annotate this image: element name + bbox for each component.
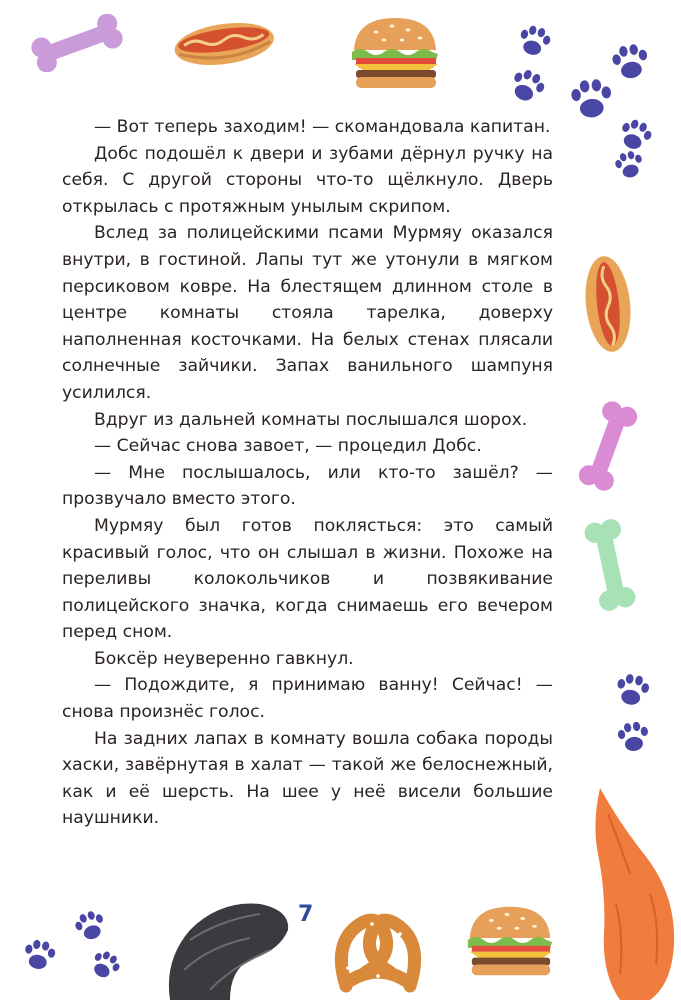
burger-icon: [462, 900, 558, 980]
paragraph: Вслед за полицейскими псами Мурмяу оказался внутри, в гостиной. Лапы тут же утонули в мягком персиковом ковре. На блестящем длинном столе в центре комнаты стояла тарелка, доверху наполненная косточками. На белых стенах плясали солнечные зайчики. Запах ванильного шампуня усилился.: [62, 223, 553, 403]
paw-print-icon: [20, 936, 58, 974]
pretzel-icon: [326, 902, 430, 996]
paw-print-icon: [614, 718, 652, 756]
paw-print-icon: [566, 74, 616, 124]
paragraph: Боксёр неуверенно гавкнул.: [94, 648, 354, 669]
paragraph: Вдруг из дальней комнаты послышался шорох.: [94, 409, 528, 430]
paragraph: Добс подошёл к двери и зубами дёрнул ручку на себя. С другой стороны что-то щёлкнуло. Дверь открылась с протяжным унылым скрипом.: [62, 143, 553, 217]
paw-print-icon: [507, 66, 547, 106]
paragraph: — Подождите, я принимаю ванну! Сейчас! — снова произнёс голос.: [62, 675, 553, 723]
page-number: 7: [298, 902, 314, 927]
paragraph: — Сейчас снова завоет, — процедил Добс.: [94, 436, 482, 457]
page-text: [62, 114, 553, 832]
paragraph: На задних лапах в комнату вошла собака породы хаски, завёрнутая в халат — такой же белоснежный, как и её шерсть. На шее у неё висели большие наушники.: [62, 728, 553, 829]
paw-print-icon: [88, 948, 122, 982]
paragraph: Мурмяу был готов поклясться: это самый красивый голос, что он слышал в жизни. Похоже на переливы колокольчиков и позвякивание полицейского значка, когда снимаешь его вечером перед сном.: [62, 515, 553, 643]
bone-icon: [578, 398, 638, 494]
paragraph: — Мне послышалось, или кто-то зашёл? — прозвучало вместо этого.: [62, 462, 553, 510]
burger-icon: [346, 14, 444, 90]
paw-print-icon: [612, 670, 652, 710]
paw-print-icon: [515, 22, 553, 60]
bone-icon: [578, 516, 642, 614]
bone-icon: [28, 14, 126, 72]
tail-icon: [590, 784, 681, 1000]
hotdog-icon: [170, 14, 278, 70]
paragraph: — Вот теперь заходим! — скомандовала капитан.: [94, 117, 551, 137]
paw-print-icon: [72, 908, 108, 944]
tail-icon: [150, 890, 310, 1000]
paw-print-icon: [612, 148, 646, 182]
hotdog-icon: [580, 252, 636, 356]
